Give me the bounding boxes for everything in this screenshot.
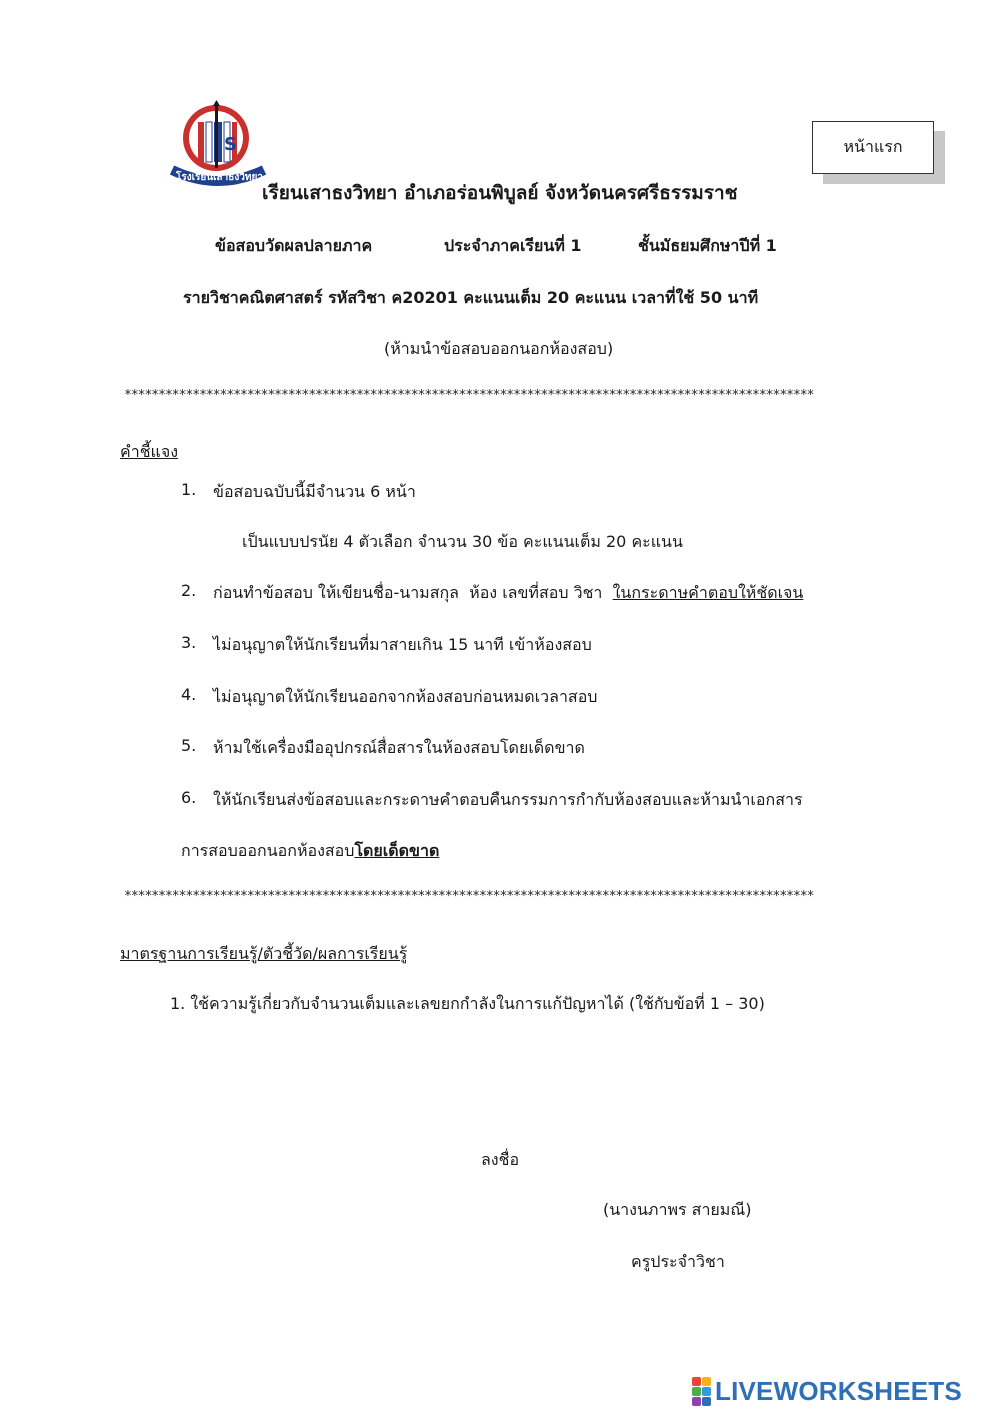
- instruction-text-1b: เป็นแบบปรนัย 4 ตัวเลือก จำนวน 30 ข้อ คะแนนเต็ม 20 คะแนน: [242, 532, 683, 551]
- signer-role: ครูประจำวิชา: [631, 1252, 725, 1271]
- divider-top: *****************************************************************************************************: [124, 388, 814, 403]
- signer-name: (นางนภาพร สายมณี): [603, 1200, 752, 1219]
- instruction-num-6: 6.: [181, 788, 197, 807]
- lw-square: [692, 1397, 701, 1406]
- instruction-text-3: ไม่อนุญาตให้นักเรียนที่มาสายเกิน 15 นาที เข้าห้องสอบ: [213, 635, 592, 654]
- logo-text: โรงเรียนเสาธงวิทยา: [176, 172, 263, 183]
- school-logo: [168, 100, 268, 192]
- exam-notice: (ห้ามนำข้อสอบออกนอกห้องสอบ): [384, 339, 614, 358]
- instruction-num-4: 4.: [181, 685, 197, 704]
- divider-bottom: *****************************************************************************************************: [124, 889, 814, 904]
- lw-square: [702, 1397, 711, 1406]
- liveworksheets-text: LIVEWORKSHEETS: [715, 1376, 962, 1406]
- liveworksheets-logo-icon: [692, 1377, 711, 1406]
- instruction-text-5: ห้ามใช้เครื่องมืออุปกรณ์สื่อสารในห้องสอบโดยเด็ดขาด: [213, 738, 585, 757]
- first-page-badge: หน้าแรก: [812, 121, 934, 174]
- lw-square: [692, 1377, 701, 1386]
- exam-grade: ชั้นมัธยมศึกษาปีที่ 1: [638, 236, 777, 255]
- instruction-num-2: 2.: [181, 581, 197, 600]
- instruction-item-2: [213, 581, 803, 606]
- instruction-num-3: 3.: [181, 633, 197, 652]
- lw-square: [692, 1387, 701, 1396]
- instruction-continuation: [181, 839, 439, 864]
- standards-item: 1. ใช้ความรู้เกี่ยวกับจำนวนเต็มและเลขยกกำลังในการแก้ปัญหาได้ (ใช้กับข้อที่ 1 – 30): [170, 994, 765, 1013]
- instruction-text-2-underlined: ในกระดาษคำตอบให้ชัดเจน: [612, 583, 804, 602]
- instruction-text-4: ไม่อนุญาตให้นักเรียนออกจากห้องสอบก่อนหมดเวลาสอบ: [213, 687, 598, 706]
- instruction-continuation-bold: โดยเด็ดขาด: [354, 841, 440, 860]
- school-line: เรียนเสาธงวิทยา อำเภอร่อนพิบูลย์ จังหวัดนครศรีธรรมราช: [262, 182, 738, 204]
- exam-title: ข้อสอบวัดผลปลายภาค: [215, 236, 373, 255]
- standards-heading: มาตรฐานการเรียนรู้/ตัวชี้วัด/ผลการเรียนรู้: [120, 944, 408, 963]
- exam-term: ประจำภาคเรียนที่ 1: [444, 236, 582, 255]
- instruction-text-6: ให้นักเรียนส่งข้อสอบและกระดาษคำตอบคืนกรรมการกำกับห้องสอบและห้ามนำเอกสาร: [213, 790, 803, 809]
- subject-line: รายวิชาคณิตศาสตร์ รหัสวิชา ค20201 คะแนนเต็ม 20 คะแนน เวลาที่ใช้ 50 นาที: [183, 288, 759, 307]
- liveworksheets-watermark: [692, 1376, 962, 1407]
- sign-label: ลงชื่อ: [481, 1150, 520, 1169]
- lw-square: [702, 1377, 711, 1386]
- instruction-num-5: 5.: [181, 736, 197, 755]
- instruction-num-1: 1.: [181, 480, 197, 499]
- instruction-continuation-text: การสอบออกนอกห้องสอบ: [181, 841, 355, 860]
- lw-square: [702, 1387, 711, 1396]
- svg-text:S: S: [224, 134, 237, 155]
- instructions-heading: คำชี้แจง: [120, 442, 179, 461]
- instruction-text-1: ข้อสอบฉบับนี้มีจำนวน 6 หน้า: [213, 482, 416, 501]
- instruction-text-2: ก่อนทำข้อสอบ ให้เขียนชื่อ-นามสกุล ห้อง เลขที่สอบ วิชา: [213, 583, 613, 602]
